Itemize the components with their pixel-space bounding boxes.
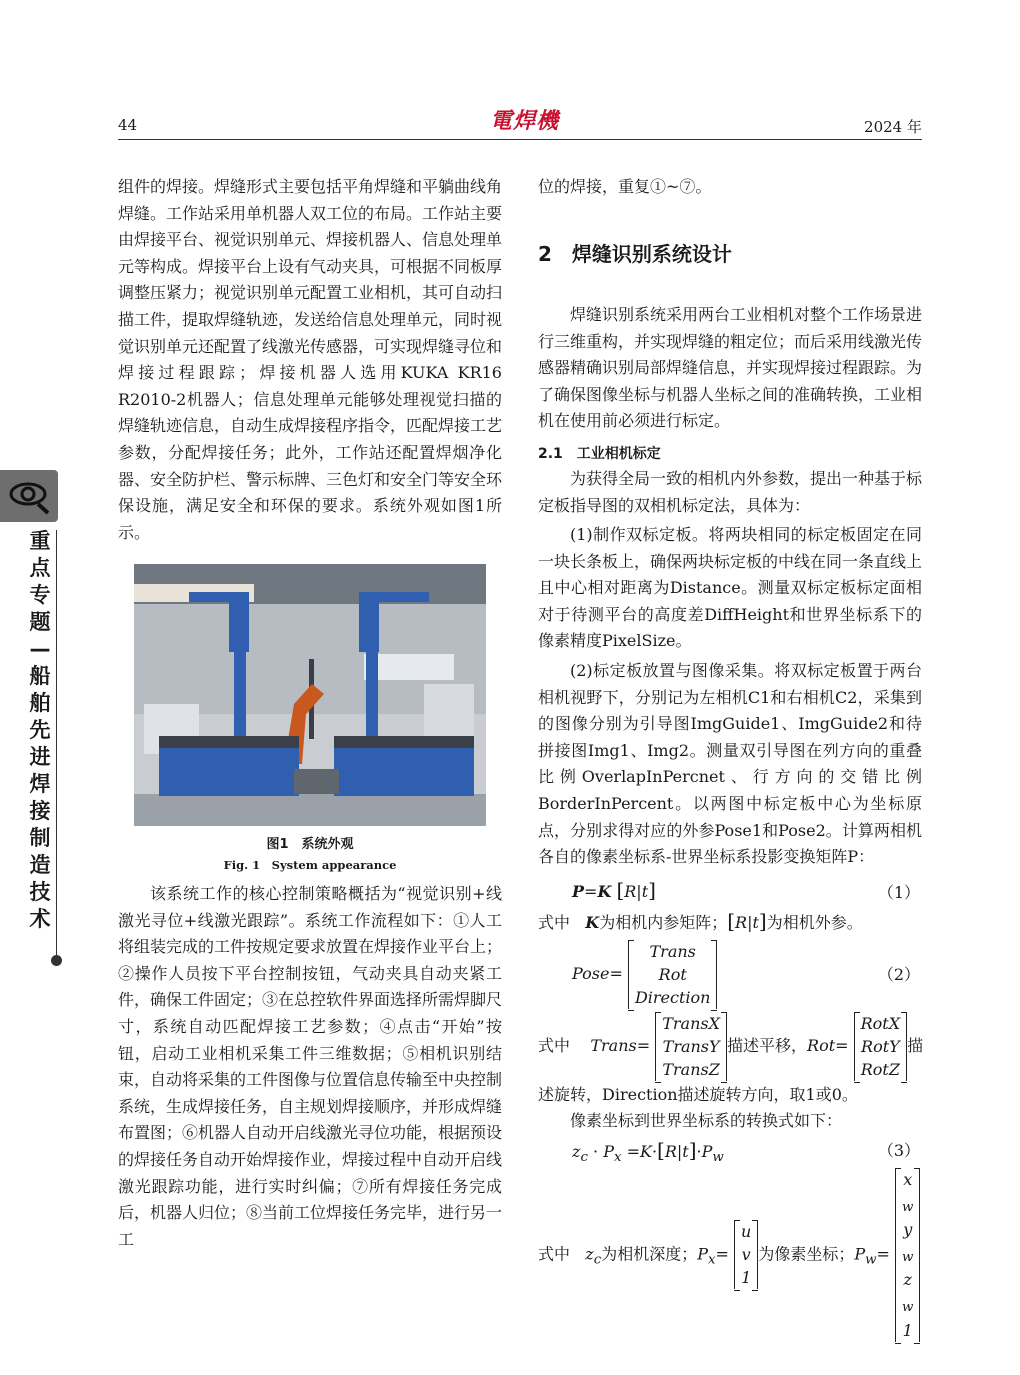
journal-logo: 電焊機	[490, 108, 560, 134]
left-para-2: 该系统工作的核心控制策略概括为“视觉识别+线激光寻位+线激光跟踪”。系统工作流程如下：①人工将组装完成的工件按规定要求放置在焊接作业平台上；②操作人员按下平台控制按钮，气动夹具自动夹紧工件，确保工件固定；③在总控软件界面选择所需焊脚尺寸，系统自动匹配焊接工艺参数；④点击“开始”按钮，启动工业相机采集工件三维数据；⑤相机识别结束，自动将采集的工件图像与位置信息传输至中央控制系统，生成焊接任务，自主规划焊接顺序，并形成焊缝布置图；⑥机器人自动开启线激光寻位功能，根据预设的焊接任务自动开始焊接作业，焊接过程中自动开启线激光跟踪功能，进行实时纠偏；⑦所有焊接任务完成后，机器人归位；⑧当前工位焊接任务完毕，进行另一工	[118, 884, 503, 1249]
side-label: 重点专题—船舶先进焊接制造技术	[29, 529, 51, 931]
where-2: 式中 Trans= TransX TransY TransZ 描述平移，Rot= RotX RotY RotZ 描	[538, 1014, 924, 1079]
left-para-1: 组件的焊接。焊缝形式主要包括平角焊缝和平躺曲线角焊缝。工作站采用单机器人双工位的布局。工作站主要由焊接平台、视觉识别单元、焊接机器人、信息处理单元等构成。焊接平台上设有气动夹具，可根据不同板厚调整压紧力；视觉识别单元配置工业相机，其可自动扫描工件，提取焊缝轨迹，发送给信息处理单元，同时视觉识别单元还配置了线激光传感器，可实现焊缝寻位和焊接过程跟踪；焊接机器人选用KUKA KR16 R2010-2机器人；信息处理单元能够处理视觉扫描的焊缝轨迹信息，自动生成焊接程序指令，匹配焊接工艺参数，分配焊接任务；此外，工作站还配置焊烟净化器、安全防护栏、警示标牌、三色灯和安全门等安全环保设施，满足安全和环保的要求。系统外观如图1所示。	[118, 177, 503, 542]
world-vector: x $_w$ y $_w$ z $_w$ 1	[895, 1168, 920, 1342]
system-photo	[134, 564, 486, 826]
equation-3-number: （3）	[877, 1141, 920, 1160]
rot-matrix: RotX RotY RotZ	[854, 1012, 908, 1081]
where-2-cont: 述旋转，Direction描述旋转方向，取1或0。	[538, 1085, 858, 1104]
equation-2: Pose= Trans Rot Direction	[572, 940, 717, 1009]
side-tab	[0, 470, 58, 522]
calib-intro: 为获得全局一致的相机内外参数，提出一种基于标定板指导图的双相机标定法，具体为：	[538, 469, 923, 515]
eye-magnifier-icon	[8, 476, 52, 516]
trans-matrix: TransX TransY TransZ	[655, 1012, 727, 1081]
calib-step-1: (1)制作双标定板。将两块相同的标定板固定在同一块长条板上，确保两块标定板的中线在同一条直线上且中心相对距离为Distance。测量双标定板标定面相对于待测平台的高度差DiffHeight和世界坐标系下的像素精度PixelSize。	[538, 525, 923, 651]
section-2-para: 焊缝识别系统采用两台工业相机对整个工作场景进行三维重构，并实现焊缝的粗定位；而后采用线激光传感器精确识别局部焊缝信息，并实现焊接过程跟踪。为了确保图像坐标与机器人坐标之间的准确转换，工业相机在使用前必须进行标定。	[538, 305, 923, 431]
equation-1: P=K [R|t]	[572, 878, 656, 902]
issue-year: 2024 年	[864, 118, 922, 136]
equation-3: $z_c \cdot P_x =K\cdot[R|t]\cdot P_w$	[572, 1138, 724, 1166]
equation-2-number: （2）	[877, 965, 920, 984]
pixel-vector: u v 1	[734, 1220, 758, 1289]
pose-matrix: Trans Rot Direction	[628, 940, 718, 1009]
conversion-intro: 像素坐标到世界坐标系的转换式如下：	[570, 1111, 843, 1130]
figure-caption-en: Fig. 1 System appearance	[223, 858, 397, 872]
calib-step-2: (2)标定板放置与图像采集。将双标定板置于两台相机视野下，分别记为左相机C1和右相机C2，采集到的图像分别为引导图ImgGuide1、ImgGuide2和待拼接图Img1、Img2。测量双引导图在列方向的重叠比例OverlapInPercnet、行方向的交错比例BorderInPercent。以两图中标定板中心为坐标原点，分别求得对应的外参Pose1和Pose2。计算两相机各自的像素坐标系-世界坐标系投影变换矩阵P：	[538, 661, 922, 867]
side-rule	[56, 530, 57, 960]
side-dot	[51, 955, 62, 966]
header-rule	[118, 139, 922, 140]
where-3: 式中 $z_c$为相机深度；$P_x=$ u v 1 为像素坐标；$P_w=$ x $_w$ y $_w$ z $_w$ 1	[538, 1168, 920, 1342]
system-appearance-image	[134, 564, 486, 826]
section-2-title: 2 焊缝识别系统设计	[538, 242, 732, 266]
equation-1-number: （1）	[877, 883, 920, 902]
right-continuation: 位的焊接，重复①~⑦。	[538, 177, 712, 196]
page-number: 44	[118, 116, 138, 134]
where-1: 式中 K为相机内参矩阵；[R|t]为相机外参。	[538, 909, 863, 933]
section-2-1-title: 2.1 工业相机标定	[538, 446, 661, 462]
figure-caption-cn: 图1 系统外观	[266, 837, 354, 852]
